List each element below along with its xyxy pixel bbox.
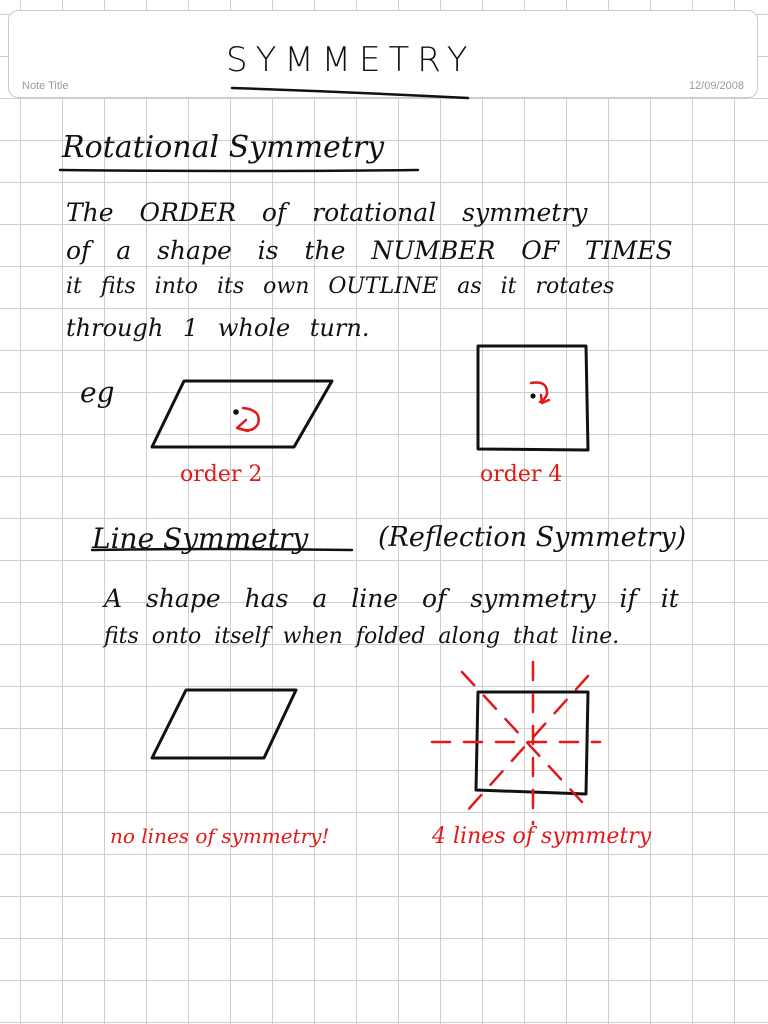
order-4-caption: order 4 [480,462,563,487]
line-heading-underline [92,549,352,550]
parallelogram-order-2 [152,381,332,447]
parallelogram-no-symmetry [152,690,296,758]
eg-label: eg [80,376,115,409]
page-title: SYMMETRY [226,40,476,80]
title-underline [232,88,468,98]
note-date: 12/09/2008 [688,80,744,92]
order-2-caption: order 2 [180,462,263,487]
line-definition-line-1: A shape has a line of symmetry if it [104,584,679,613]
parallelogram-centre-dot [233,409,239,415]
square-rotation-arrow [531,382,547,402]
note-title-label[interactable]: Note Title [22,80,69,92]
no-lines-caption: no lines of symmetry! [110,824,330,848]
rotational-heading: Rotational Symmetry [62,130,385,165]
reflection-subheading: (Reflection Symmetry) [378,522,687,553]
rotational-definition-line-2: of a shape is the NUMBER OF TIMES [66,236,673,265]
line-symmetry-heading: Line Symmetry [92,522,309,555]
rotational-definition-line-1: The ORDER of rotational symmetry [66,198,588,227]
rotation-arrow-red [238,408,259,430]
rotational-heading-underline [60,170,418,171]
symmetry-lines-red [432,662,600,824]
rotation-arrowhead-red [237,420,248,431]
square-centre-dot [530,393,535,398]
line-definition-line-2: fits onto itself when folded along that line. [104,624,620,649]
rotational-definition-line-3: it fits into its own OUTLINE as it rotates [66,274,615,299]
rotational-definition-line-4: through 1 whole turn. [66,314,370,342]
four-lines-caption: 4 lines of symmetry [432,824,652,849]
